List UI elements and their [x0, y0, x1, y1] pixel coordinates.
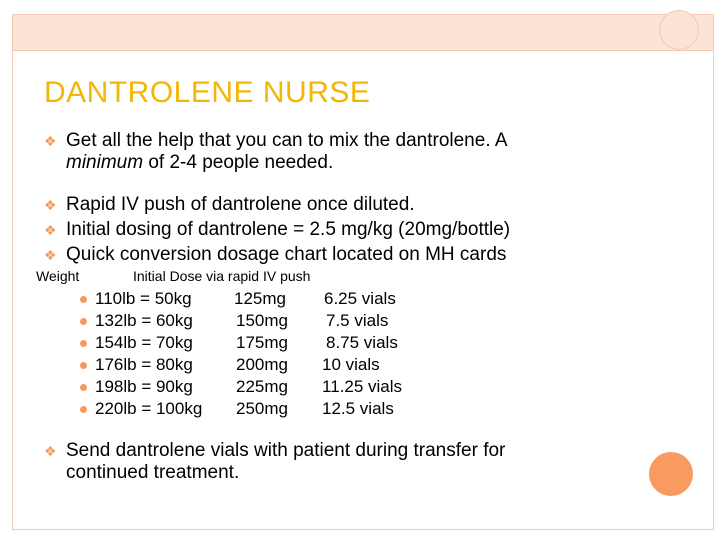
diamond-bullet-icon: ❖ — [44, 133, 57, 149]
bullet-2: Rapid IV push of dantrolene once diluted. — [66, 194, 415, 215]
chart-header-dose: Initial Dose via rapid IV push — [133, 268, 311, 284]
row-weight: 132lb = 60kg — [95, 311, 193, 330]
diamond-bullet-icon: ❖ — [44, 197, 57, 213]
bullet-4: Quick conversion dosage chart located on MH cards — [66, 244, 507, 265]
dot-bullet-icon — [80, 362, 87, 369]
bullet-1-rest: of 2-4 people needed. — [143, 152, 334, 173]
bullet-1-line-1: Get all the help that you can to mix the dantrolene. A — [66, 130, 508, 151]
slide-title: DANTROLENE NURSE — [44, 76, 371, 109]
dot-bullet-icon — [80, 318, 87, 325]
row-dose: 125mg — [234, 289, 286, 308]
diamond-bullet-icon: ❖ — [44, 222, 57, 238]
chart-header-weight: Weight — [36, 268, 80, 284]
row-vials: 10 vials — [322, 355, 380, 374]
dot-bullet-icon — [80, 340, 87, 347]
bullet-1-line-2 — [66, 152, 333, 174]
bullet-3: Initial dosing of dantrolene = 2.5 mg/kg (20mg/bottle) — [66, 219, 511, 240]
final-bullet-line-1: Send dantrolene vials with patient during transfer for — [66, 440, 506, 461]
diamond-bullet-icon: ❖ — [44, 247, 57, 263]
row-weight: 198lb = 90kg — [95, 377, 193, 396]
row-dose: 175mg — [236, 333, 288, 352]
decorative-circle-top — [659, 10, 699, 50]
row-dose: 250mg — [236, 399, 288, 418]
diamond-bullet-icon: ❖ — [44, 443, 57, 459]
row-weight: 220lb = 100kg — [95, 399, 203, 418]
dot-bullet-icon — [80, 406, 87, 413]
row-vials: 11.25 vials — [322, 377, 403, 396]
row-vials: 6.25 vials — [324, 289, 396, 308]
row-dose: 150mg — [236, 311, 288, 330]
row-vials: 12.5 vials — [322, 399, 394, 418]
row-weight: 154lb = 70kg — [95, 333, 193, 352]
dot-bullet-icon — [80, 296, 87, 303]
decorative-circle-bottom — [649, 452, 693, 496]
bullet-1-emphasis: minimum — [66, 152, 144, 173]
final-bullet-line-2: continued treatment. — [66, 462, 240, 483]
dot-bullet-icon — [80, 384, 87, 391]
row-vials: 8.75 vials — [326, 333, 398, 352]
row-dose: 200mg — [236, 355, 288, 374]
header-divider — [12, 50, 714, 51]
row-dose: 225mg — [236, 377, 288, 396]
row-weight: 110lb = 50kg — [95, 289, 192, 308]
row-vials: 7.5 vials — [326, 311, 389, 330]
row-weight: 176lb = 80kg — [95, 355, 193, 374]
